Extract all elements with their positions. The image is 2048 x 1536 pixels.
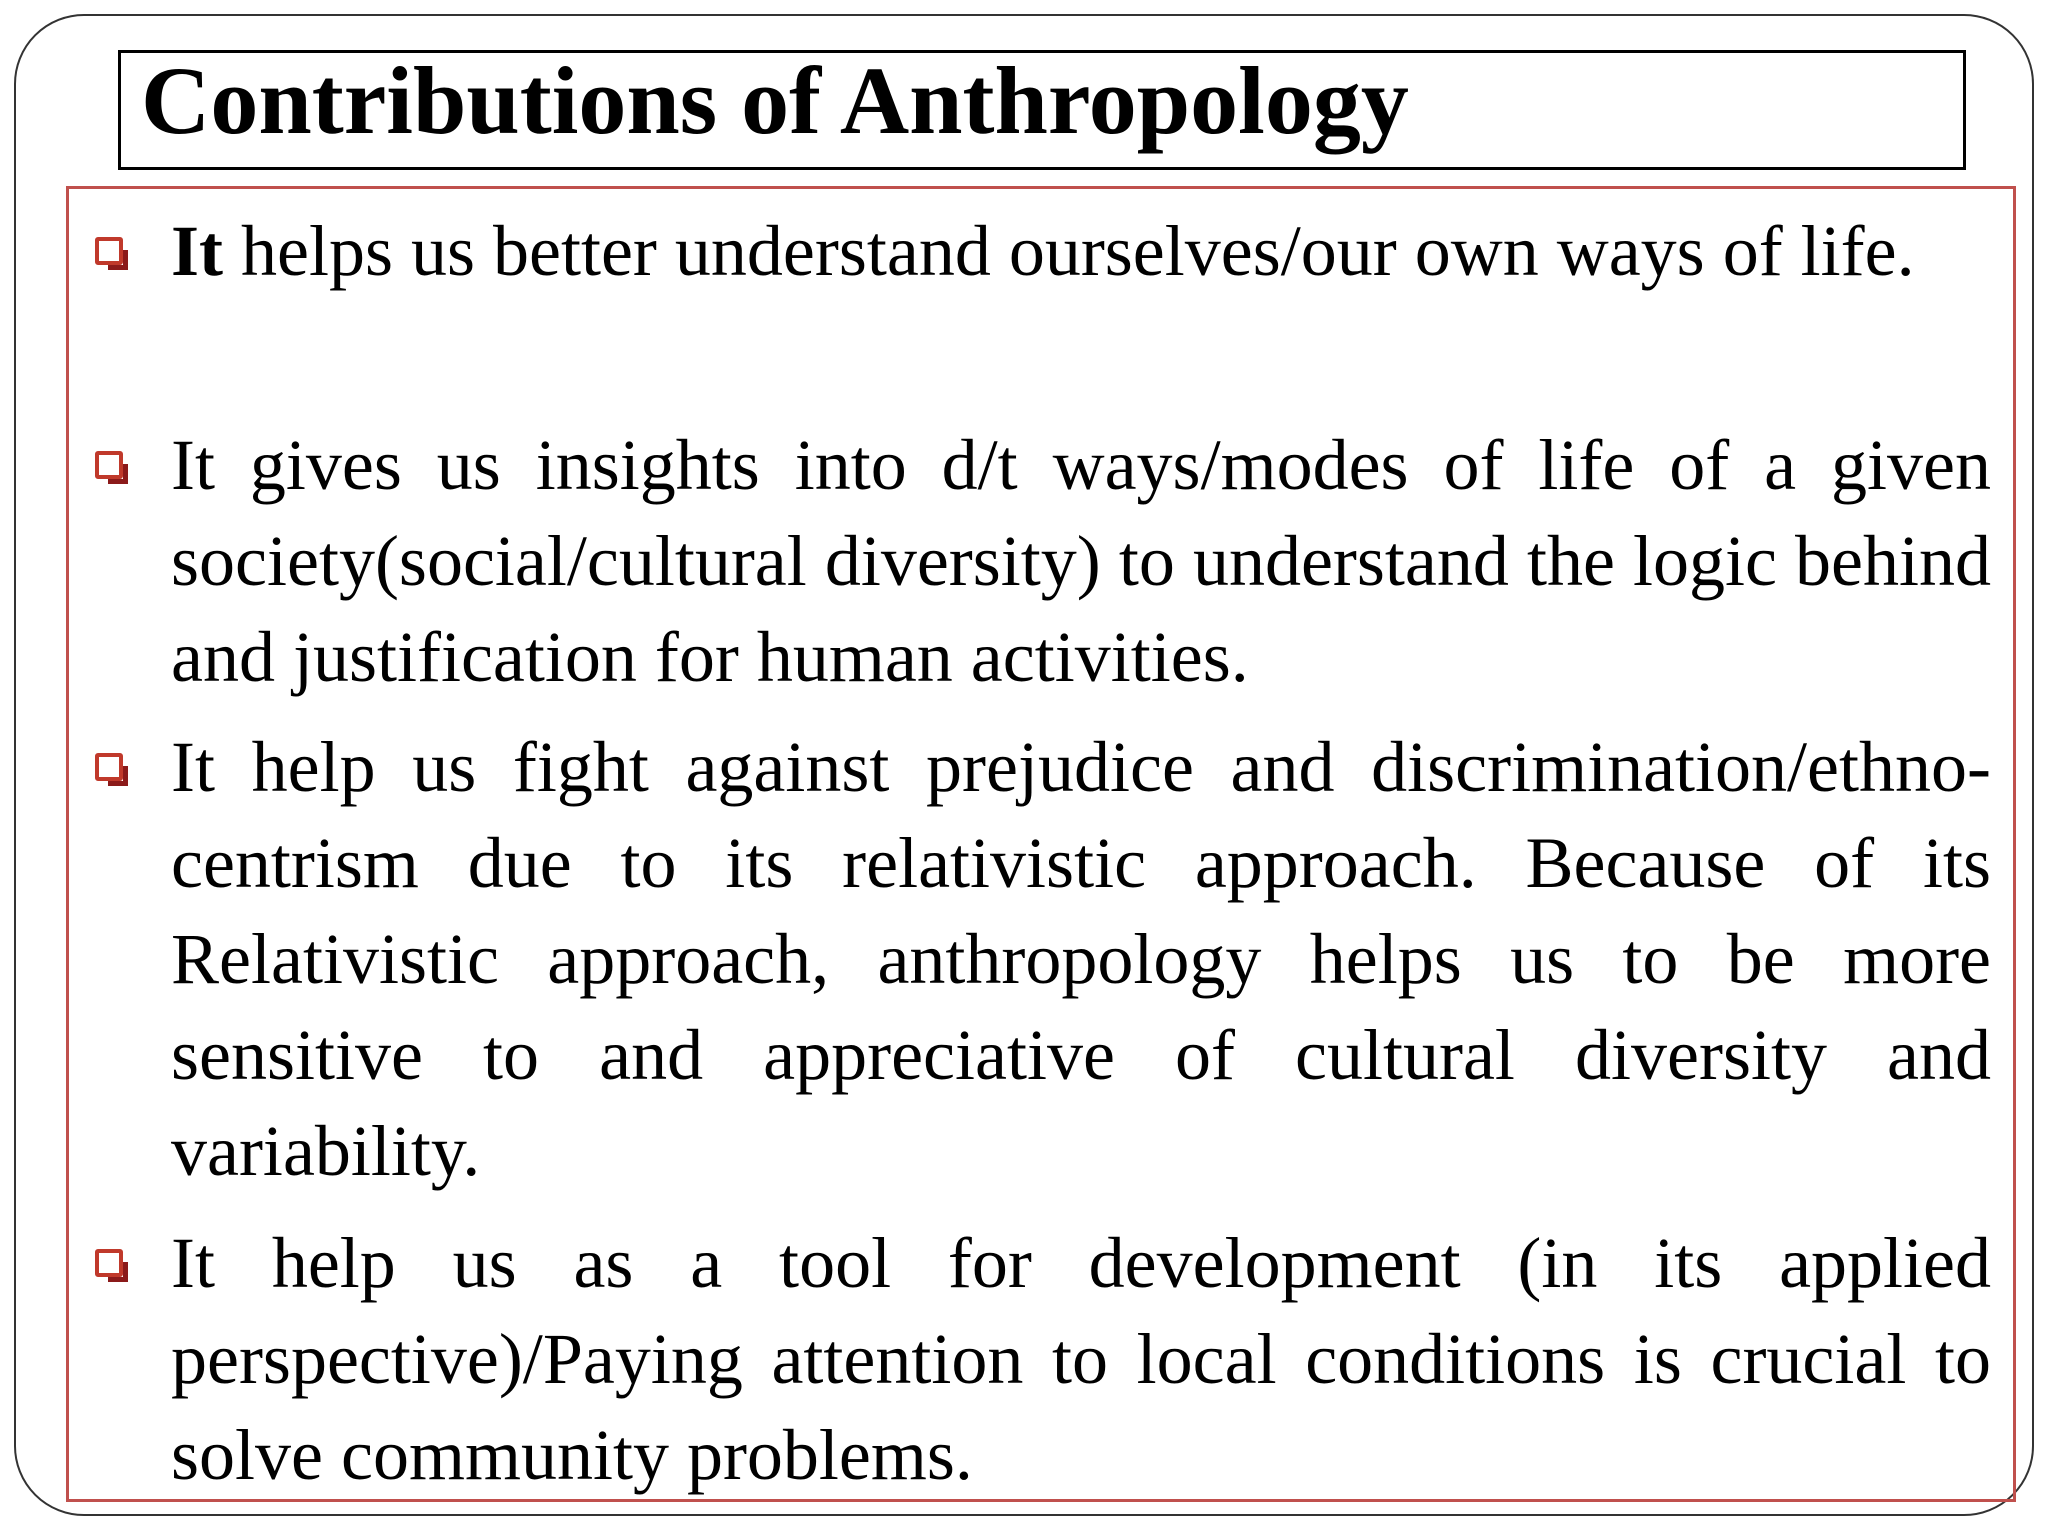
bullet-body-4: It help us as a tool for development (in its applied perspective)/Paying attention to local conditions is crucial to solve community problems.: [171, 1223, 1991, 1495]
bullet-text-4: [171, 1215, 1991, 1502]
bullet-body-2: It gives us insights into d/t ways/modes of life of a given society(social/cultural diversity) to understand the logic behind and justification for human activities.: [171, 425, 1991, 697]
content-box: [66, 186, 2016, 1502]
square-bullet-icon: [91, 719, 145, 809]
bullet-text-3: [171, 719, 1991, 1199]
bullet-item-2: [91, 417, 1991, 705]
bullet-body-1: helps us better understand ourselves/our own ways of life.: [223, 211, 1915, 291]
square-bullet-icon: [91, 203, 145, 293]
bullet-text-2: [171, 417, 1991, 705]
bullet-item-1: [91, 203, 1991, 299]
bullet-text-1: [171, 203, 1991, 299]
square-bullet-icon: [91, 1215, 145, 1305]
slide: [14, 14, 2034, 1516]
slide-title: Contributions of Anthropology: [141, 50, 1409, 154]
bullet-item-3: [91, 719, 1991, 1199]
bullet-body-3: It help us fight against prejudice and discrimination/ethno-centrism due to its relativistic approach. Because of its Relativistic approach, anthropology helps us to be more sensitive to and appreciative of cultural diversity and variability.: [171, 727, 1991, 1191]
bullet-item-4: [91, 1215, 1991, 1502]
square-bullet-icon: [91, 417, 145, 507]
title-box: [118, 50, 1966, 170]
bullet-lead-1: It: [171, 211, 223, 291]
